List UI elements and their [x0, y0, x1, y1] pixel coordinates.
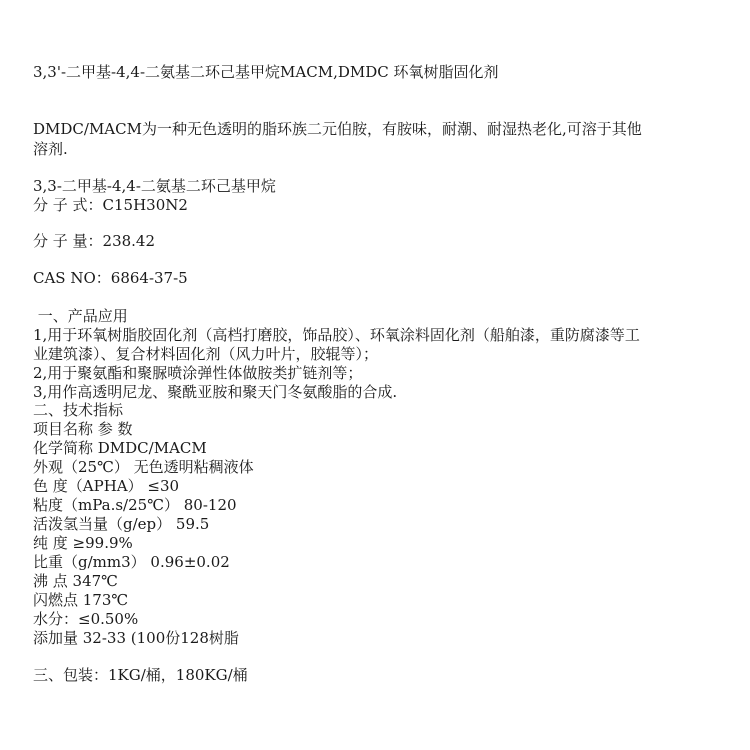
spec-row: 比重（g/mm3） 0.96±0.02: [33, 553, 230, 571]
spec-row: 活泼氢当量（g/ep） 59.5: [33, 515, 210, 533]
intro-line-2: 溶剂.: [33, 140, 68, 158]
application-item-2: 2,用于聚氨酯和聚脲喷涂弹性体做胺类扩链剂等；: [33, 364, 363, 382]
spec-row: 闪燃点 173℃: [33, 591, 129, 609]
document-title: 3,3'-二甲基-4,4-二氨基二环己基甲烷MACM,DMDC 环氧树脂固化剂: [33, 63, 499, 81]
compound-name: 3,3-二甲基-4,4-二氨基二环己基甲烷: [33, 177, 276, 195]
application-item-1-line-1: 1,用于环氧树脂胶固化剂（高档打磨胶，饰品胶）、环氧涂料固化剂（船舶漆，重防腐漆等工: [33, 326, 640, 344]
molecular-weight: 分 子 量：238.42: [33, 232, 156, 250]
spec-row: 化学简称 DMDC/MACM: [33, 439, 207, 457]
spec-row: 水分：≤0.50%: [33, 610, 139, 628]
spec-row: 沸 点 347℃: [33, 572, 118, 590]
intro-line-1: DMDC/MACM为一种无色透明的脂环族二元伯胺，有胺味，耐潮、耐湿热老化,可溶于其他: [33, 120, 642, 138]
section-heading-specs: 二、技术指标: [33, 401, 124, 419]
spec-row: 添加量 32-33 (100份128树脂: [33, 629, 239, 647]
molecular-formula: 分 子 式：C15H30N2: [33, 196, 188, 214]
spec-row: 外观（25℃） 无色透明粘稠液体: [33, 458, 254, 476]
cas-number: CAS NO：6864-37-5: [33, 269, 188, 287]
application-item-3: 3,用作高透明尼龙、聚酰亚胺和聚天门冬氨酸脂的合成.: [33, 383, 398, 401]
section-heading-application: 一、产品应用: [33, 307, 128, 325]
spec-table-header: 项目名称 参 数: [33, 420, 133, 438]
spec-row: 粘度（mPa.s/25℃） 80-120: [33, 496, 237, 514]
packaging-info: 三、包装：1KG/桶，180KG/桶: [33, 666, 248, 684]
spec-row: 纯 度 ≥99.9%: [33, 534, 133, 552]
application-item-1-line-2: 业建筑漆）、复合材料固化剂（风力叶片，胶辊等）；: [33, 345, 379, 363]
spec-row: 色 度（APHA） ≤30: [33, 477, 180, 495]
